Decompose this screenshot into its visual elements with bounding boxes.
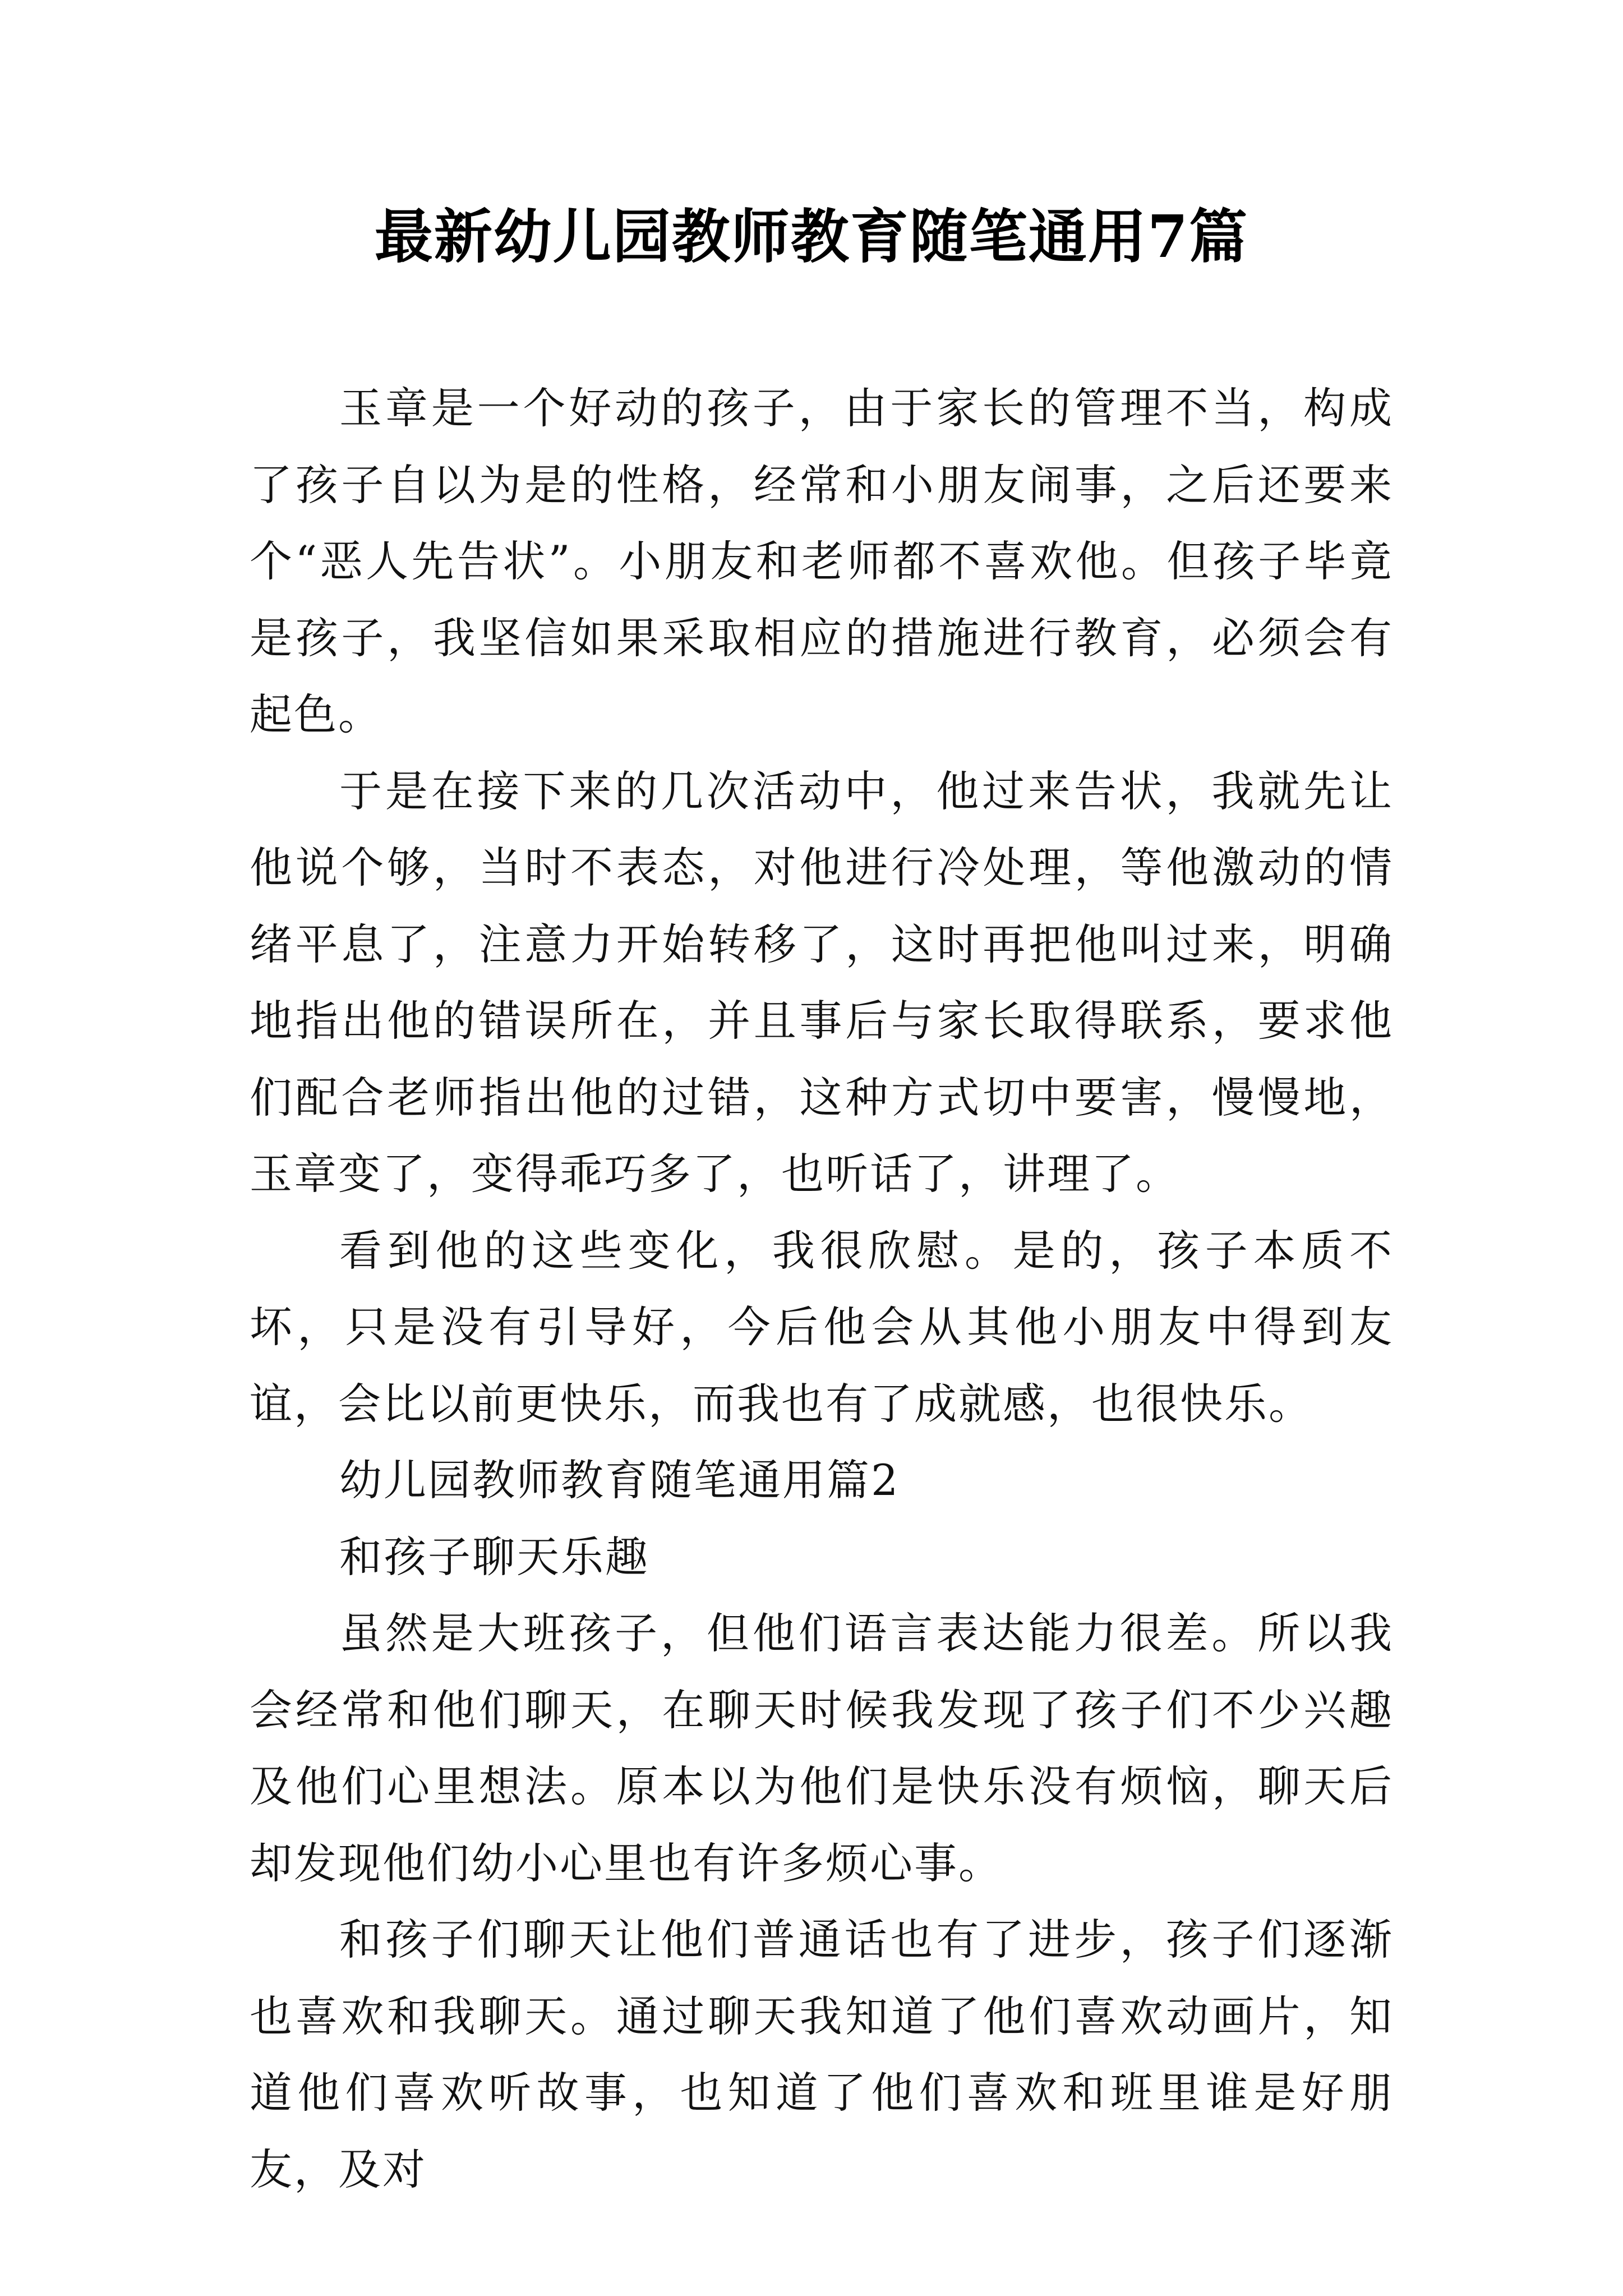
paragraph-3: 看到他的这些变化，我很欣慰。是的，孩子本质不坏，只是没有引导好，今后他会从其他小朋友中得到友谊，会比以前更快乐，而我也有了成就感，也很快乐。 [250,1225,1394,1429]
section-heading-2: 幼儿园教师教育随笔通用篇2 [339,1455,900,1505]
document-title: 最新幼儿园教师教育随笔通用7篇 [374,202,1249,271]
paragraph-2: 于是在接下来的几次活动中，他过来告状，我就先让他说个够，当时不表态，对他进行冷处理，等他激动的情绪平息了，注意力开始转移了，这时再把他叫过来，明确地指出他的错误所在，并且事后与家长取得联系，要求他们配合老师指出他的过错，这种方式切中要害，慢慢地，玉章变了，变得乖巧多了，也听话了，讲理了。 [250,766,1394,1199]
document-body [250,370,1394,2208]
paragraph-4: 虽然是大班孩子，但他们语言表达能力很差。所以我会经常和他们聊天，在聊天时候我发现了孩子们不少兴趣及他们心里想法。原本以为他们是快乐没有烦恼，聊天后却发现他们幼小心里也有许多烦心事。 [250,1608,1394,1888]
paragraph-1: 玉章是一个好动的孩子，由于家长的管理不当，构成了孩子自以为是的性格，经常和小朋友闹事，之后还要来个“恶人先告状”。小朋友和老师都不喜欢他。但孩子毕竟是孩子，我坚信如果采取相应的措施进行教育，必须会有起色。 [250,383,1394,739]
section-subtitle: 和孩子聊天乐趣 [339,1531,649,1582]
paragraph-5: 和孩子们聊天让他们普通话也有了进步，孩子们逐渐也喜欢和我聊天。通过聊天我知道了他们喜欢动画片，知道他们喜欢听故事，也知道了他们喜欢和班里谁是好朋友，及对 [250,1915,1394,2194]
